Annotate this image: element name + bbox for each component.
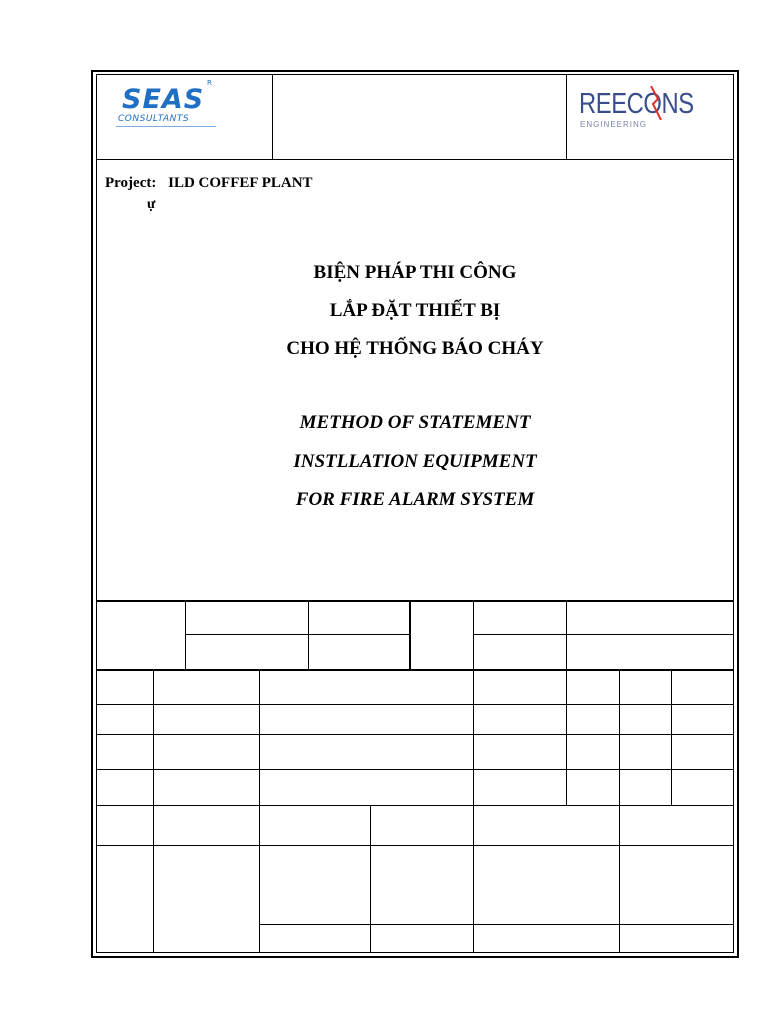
approval-block-bottom — [96, 669, 734, 671]
approval-divider-3 — [409, 601, 411, 670]
approval-divider-4 — [473, 601, 474, 670]
revision-col-6 — [671, 671, 672, 805]
header-corner-mark — [272, 74, 280, 75]
seas-logo-name: SEAS — [122, 84, 205, 115]
revision-col-7 — [370, 805, 371, 952]
revision-row-4 — [96, 805, 734, 806]
revision-row-3 — [96, 769, 734, 770]
project-line — [105, 175, 313, 192]
approval-divider-5 — [566, 601, 567, 670]
title-en-line-1: METHOD OF STATEMENT — [299, 412, 531, 433]
project-name: ILD COFFEF PLANT — [168, 175, 313, 191]
approval-divider-1 — [185, 601, 186, 670]
reecons-engineering-logo — [574, 82, 714, 130]
header-divider-right — [566, 74, 567, 160]
seas-logo-subtitle: CONSULTANTS — [118, 114, 190, 124]
registered-mark: R — [207, 79, 212, 87]
lightning-bolt-icon — [649, 86, 663, 120]
seas-consultants-logo — [116, 80, 218, 132]
revision-row-2 — [96, 734, 734, 735]
revision-col-4 — [566, 671, 567, 805]
title-vi-line-2: LẮP ĐẶT THIẾT BỊ — [329, 300, 501, 321]
page-border-inner — [96, 74, 734, 953]
title-vi-line-3: CHO HỆ THỐNG BÁO CHÁY — [286, 338, 544, 359]
approval-block-top — [96, 600, 734, 602]
approval-divider-2 — [308, 601, 309, 670]
reecons-logo-subtitle: ENGINEERING — [580, 120, 648, 129]
seas-logo-underline — [116, 126, 216, 127]
approval-mid-left — [185, 634, 410, 635]
revision-col-3 — [473, 671, 474, 952]
reecons-logo-name: REECONS — [579, 88, 694, 120]
project-label: Project: — [105, 175, 157, 191]
title-vi-line-1: BIỆN PHÁP THI CÔNG — [313, 262, 517, 283]
approval-mid-right — [473, 634, 734, 635]
revision-row-1 — [96, 704, 734, 705]
revision-col-2 — [259, 671, 260, 952]
revision-col-1 — [153, 671, 154, 952]
header-bottom-line — [96, 159, 734, 160]
revision-row-6 — [259, 924, 734, 925]
title-en-line-3: FOR FIRE ALARM SYSTEM — [295, 489, 535, 510]
revision-col-5 — [619, 671, 620, 952]
header-divider-left — [272, 74, 273, 160]
revision-row-5 — [96, 845, 734, 846]
title-en-line-2: INSTLLATION EQUIPMENT — [293, 451, 537, 472]
project-subline: ự — [147, 197, 156, 212]
